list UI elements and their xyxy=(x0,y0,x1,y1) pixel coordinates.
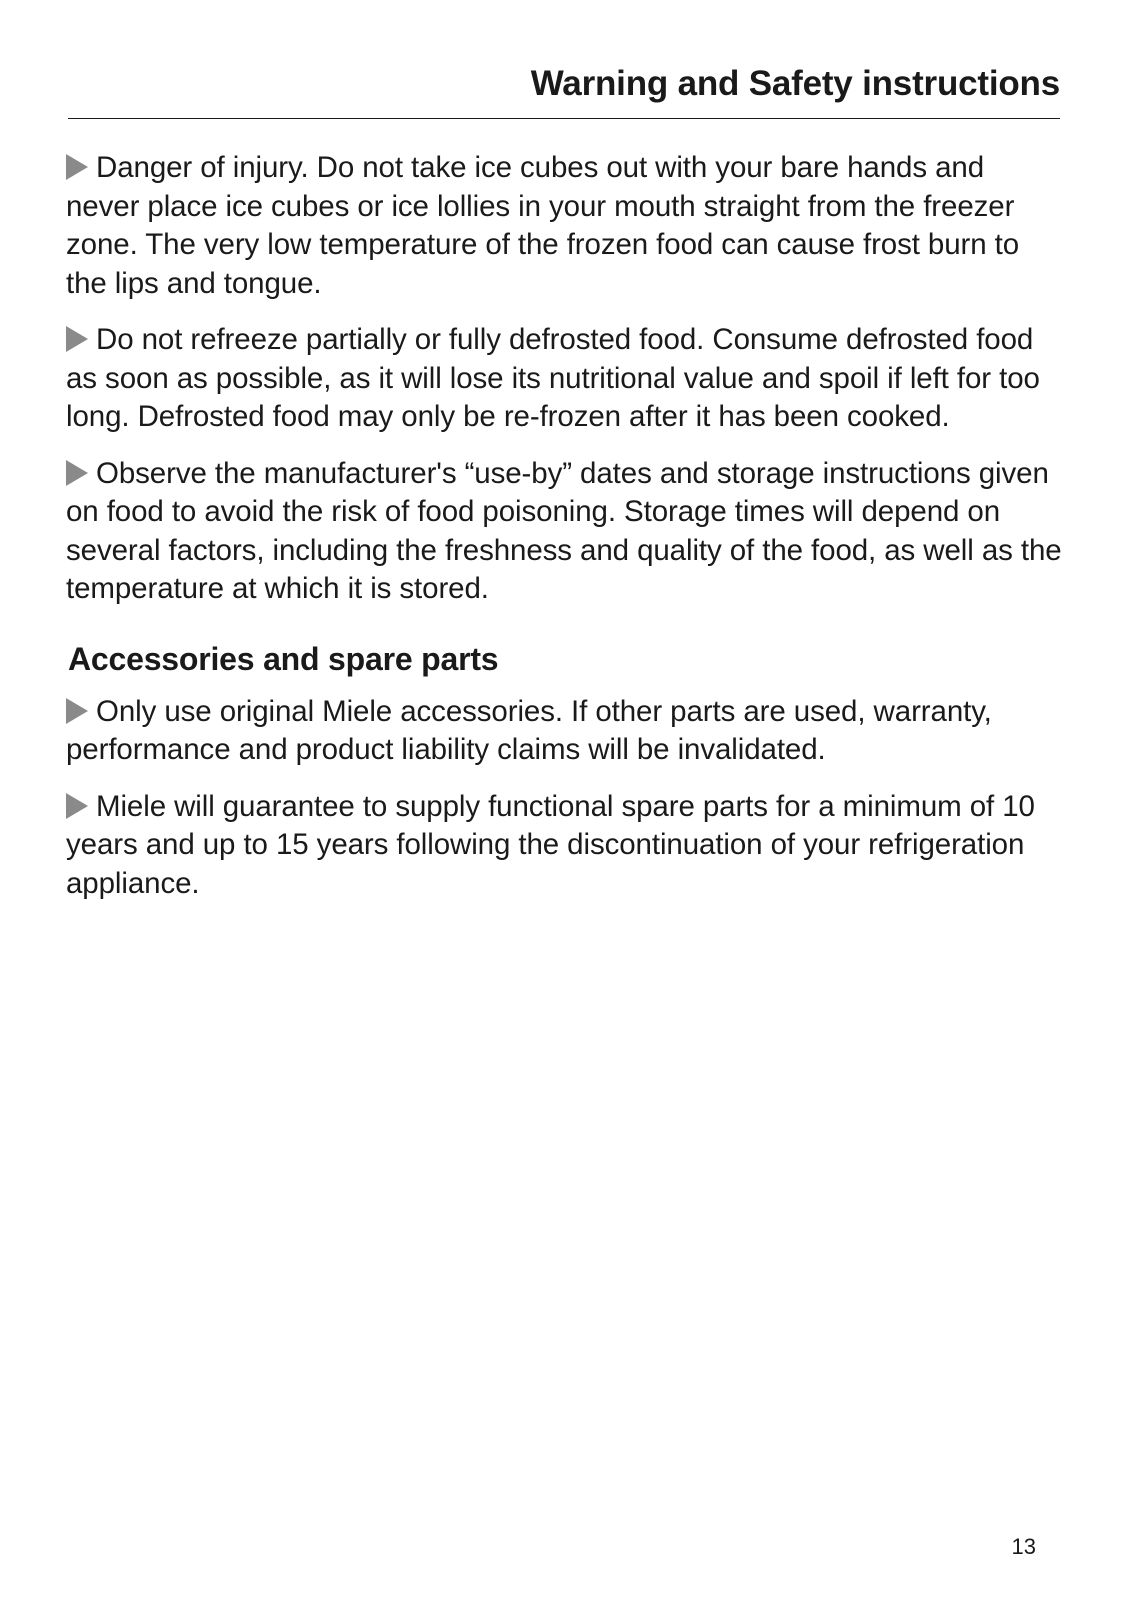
safety-item-text: Observe the manufacturer's “use-by” dates and storage instructions given on food to avoid the risk of food poisoning. Storage times will depend on several factors, including the freshness and quality of the food, as well as the temperature at which it is stored. xyxy=(66,456,1062,605)
triangle-bullet-icon xyxy=(66,154,88,180)
safety-item-text: Do not refreeze partially or fully defrosted food. Consume defrosted food as soon as possible, as it will lose its nutritional value and spoil if left for too long. Defrosted food may only be re-frozen after it has been cooked. xyxy=(66,323,1040,433)
safety-item xyxy=(66,149,1064,303)
safety-item xyxy=(66,693,1064,770)
safety-item xyxy=(66,321,1064,437)
section-heading: Accessories and spare parts xyxy=(68,640,499,677)
triangle-bullet-icon xyxy=(66,460,88,486)
triangle-bullet-icon xyxy=(66,698,88,724)
page-number: 13 xyxy=(1011,1534,1036,1559)
triangle-bullet-icon xyxy=(66,793,88,819)
triangle-bullet-icon xyxy=(66,326,88,352)
safety-item-text: Danger of injury. Do not take ice cubes out with your bare hands and never place ice cubes or ice lollies in your mouth straight from the freezer zone. The very low temperature of the frozen food can cause frost burn to the lips and tongue. xyxy=(66,151,1020,300)
safety-item xyxy=(66,788,1064,904)
page-content xyxy=(66,149,1064,921)
safety-item-text: Only use original Miele accessories. If other parts are used, warranty, performance and product liability claims will be invalidated. xyxy=(66,694,992,766)
page-header xyxy=(68,62,1060,119)
page-title: Warning and Safety instructions xyxy=(530,64,1060,103)
safety-item-text: Miele will guarantee to supply functional spare parts for a minimum of 10 years and up to 15 years following the discontinuation of your refrigeration appliance. xyxy=(66,789,1035,900)
safety-item xyxy=(66,455,1064,609)
